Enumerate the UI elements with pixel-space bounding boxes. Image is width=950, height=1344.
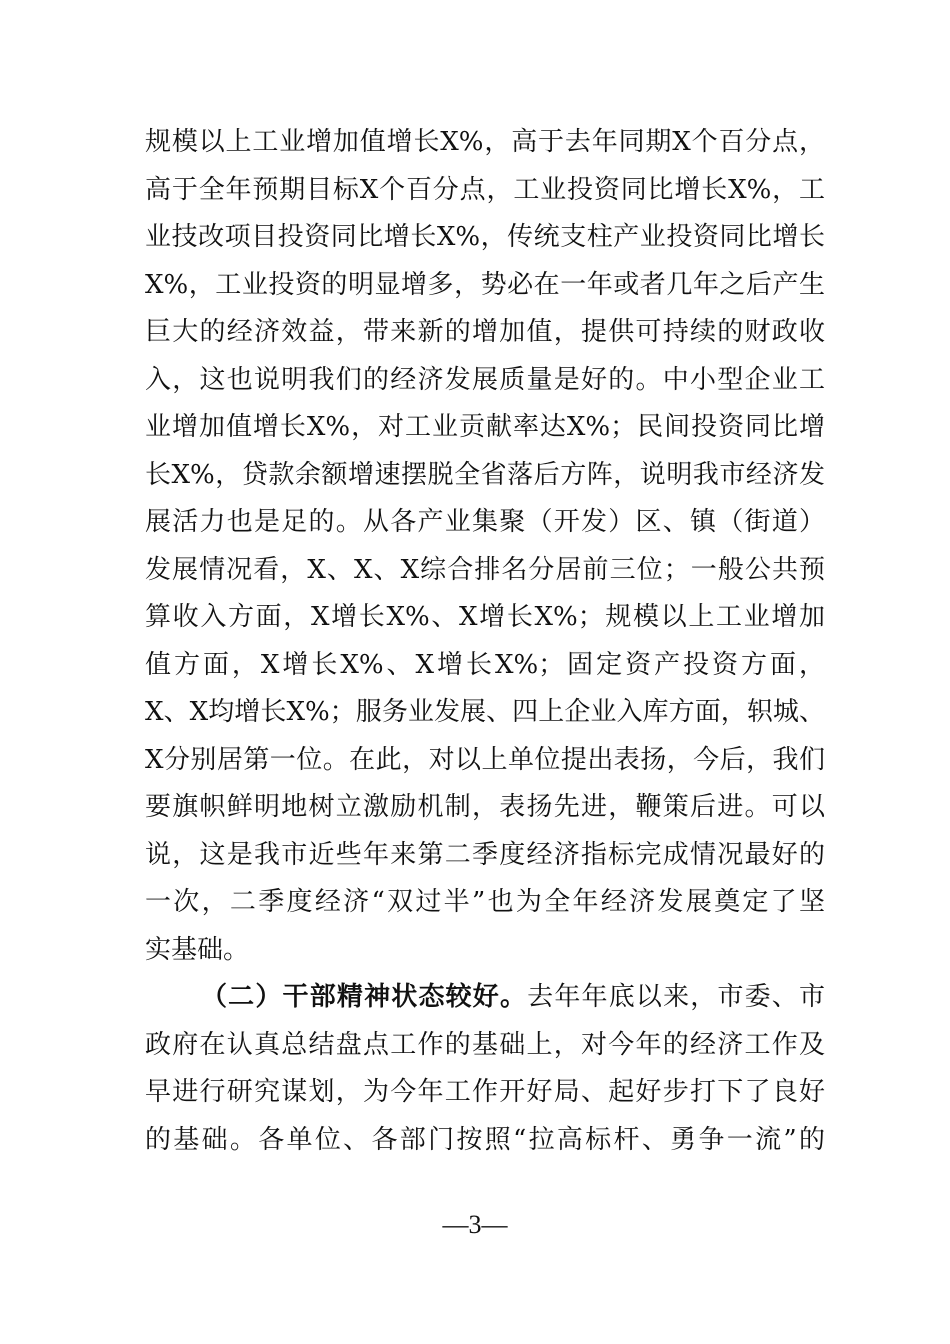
text-line: 说，这是我市近些年来第二季度经济指标完成情况最好的: [145, 839, 825, 870]
text-line: 规模以上工业增加值增长X%，高于去年同期X个百分点，: [145, 127, 825, 157]
text-line: 早进行研究谋划，为今年工作开好局、起好步打下了良好: [145, 1077, 825, 1107]
paragraph-2-first-line: [145, 974, 825, 1022]
text-line: 业增加值增长X%，对工业贡献率达X%；民间投资同比增: [145, 412, 825, 442]
text-line: X、X均增长X%；服务业发展、四上企业入库方面，轵城、: [145, 697, 825, 727]
text-span: 去年年底以来，市委、市: [527, 982, 825, 1012]
text-line: X分别居第一位。在此，对以上单位提出表扬，今后，我们: [145, 744, 825, 775]
text-line: 实基础。: [145, 934, 250, 965]
text-line: X%，工业投资的明显增多，势必在一年或者几年之后产生: [145, 269, 825, 300]
text-line: 值方面，X增长X%、X增长X%；固定资产投资方面，: [145, 649, 825, 680]
text-line: 算收入方面，X增长X%、X增长X%；规模以上工业增加: [145, 602, 825, 632]
text-line: 长X%，贷款余额增速摆脱全省落后方阵，说明我市经济发: [145, 459, 825, 490]
text-line: 入，这也说明我们的经济发展质量是好的。中小型企业工: [145, 364, 825, 395]
text-line: 巨大的经济效益，带来新的增加值，提供可持续的财政收: [145, 317, 825, 347]
text-line: 一次，二季度经济“双过半”也为全年经济发展奠定了坚: [145, 887, 825, 917]
text-line: 的基础。各单位、各部门按照“拉高标杆、勇争一流”的: [145, 1124, 825, 1155]
text-line: 业技改项目投资同比增长X%，传统支柱产业投资同比增长: [145, 222, 825, 252]
text-line: 政府在认真总结盘点工作的基础上，对今年的经济工作及: [145, 1029, 825, 1060]
text-line: 要旗帜鲜明地树立激励机制，表扬先进，鞭策后进。可以: [145, 792, 825, 822]
section-heading: （二）干部精神状态较好。: [201, 982, 528, 1012]
body-text: [145, 119, 825, 1164]
text-line: 高于全年预期目标X个百分点，工业投资同比增长X%，工: [145, 174, 825, 205]
text-line: 展活力也是足的。从各产业集聚（开发）区、镇（街道）: [145, 507, 825, 537]
text-line: 发展情况看，X、X、X综合排名分居前三位；一般公共预: [145, 554, 825, 585]
page-number: —3—: [442, 1210, 508, 1239]
